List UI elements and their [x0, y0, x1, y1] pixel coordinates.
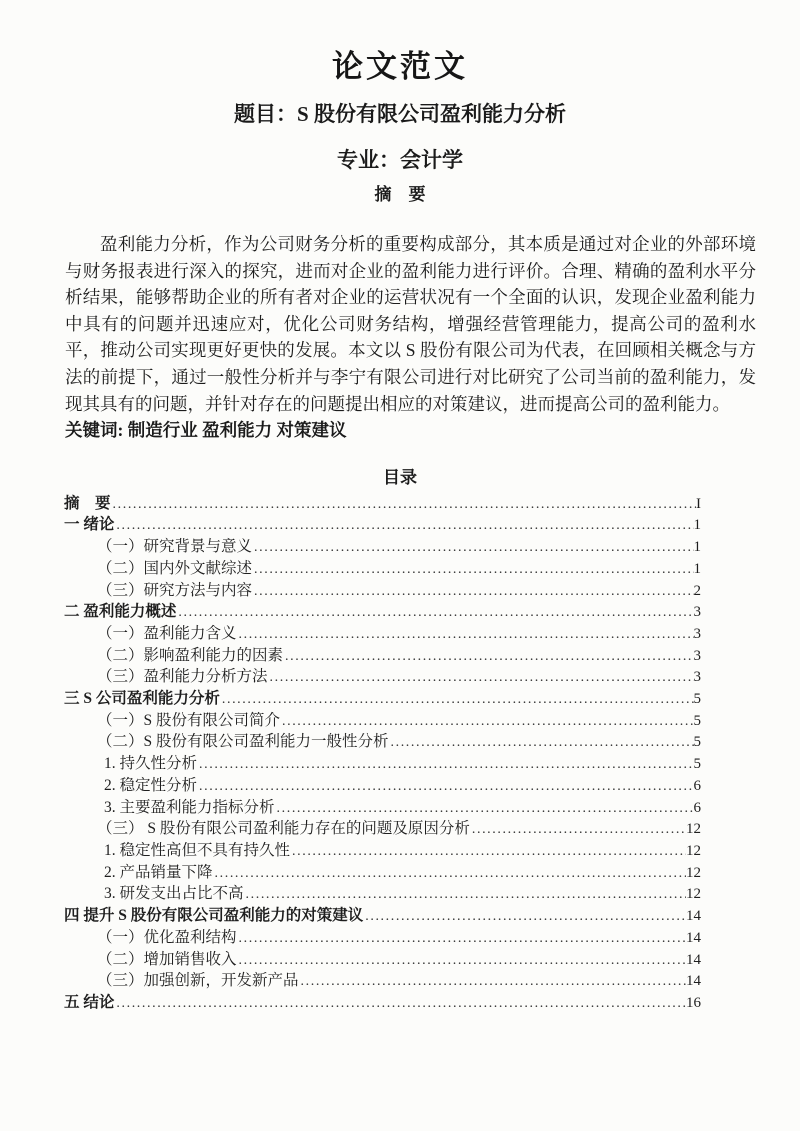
toc-entry-title: （二）国内外文献综述	[97, 559, 253, 577]
toc-entry-title: 摘 要	[64, 494, 111, 512]
toc-entry	[64, 581, 701, 603]
thesis-major-line: 专业：会计学	[337, 148, 463, 172]
toc-heading: 目录	[383, 467, 417, 487]
toc-entry-page: 2	[693, 582, 701, 599]
toc-entry-page: I	[696, 495, 701, 512]
toc-entry-page: 3	[693, 604, 701, 621]
toc-entry-page: 6	[693, 799, 701, 816]
toc-leader-dots	[176, 602, 693, 624]
toc-entry-title: （三）盈利能力分析方法	[97, 668, 268, 686]
toc-leader-dots	[114, 515, 693, 537]
toc-entry	[64, 906, 701, 928]
toc-entry	[64, 754, 701, 776]
toc-entry-page: 16	[686, 994, 701, 1011]
toc-leader-dots	[237, 928, 686, 950]
toc-entry-page: 5	[693, 734, 701, 751]
page-title: 论文范文	[332, 49, 468, 84]
abstract-heading: 摘 要	[374, 185, 426, 204]
toc-entry-title: 3. 主要盈利能力指标分析	[104, 798, 275, 816]
toc-leader-dots	[244, 884, 686, 906]
toc-entry-page: 14	[686, 929, 701, 946]
toc-entry-title: 五 结论	[64, 993, 115, 1011]
toc-entry-page: 6	[693, 777, 701, 794]
toc-leader-dots	[299, 971, 686, 993]
toc-entry-page: 12	[686, 864, 701, 881]
toc-entry	[64, 711, 701, 733]
toc-leader-dots	[268, 667, 694, 689]
abstract-paragraph: 盈利能力分析，作为公司财务分析的重要构成部分，其本质是通过对企业的外部环境与财务报表进行深入的探究，进而对企业的盈利能力进行评价。合理、精确的盈利水平分析结果，能够帮助企业的所有者对企业的运营状况有一个全面的认识，发现企业盈利能力中具有的问题并迅速应对，优化公司财务结构，增强经营管理能力，提高公司的盈利水平，推动公司实现更好更快的发展。本文以 S 股份有限公司为代表，在回顾相关概念与方法的前提下，通过一般性分析并与李宁有限公司进行对比研究了公司当前的盈利能力，发现其具有的问题，并针对存在的问题提出相应的对策建议，进而提高公司的盈利能力。	[65, 234, 756, 414]
toc-entry	[64, 602, 701, 624]
toc-entry-title: 3. 研发支出占比不高	[104, 885, 244, 903]
toc-entry	[64, 689, 701, 711]
toc-entry-title: 2. 稳定性分析	[104, 776, 198, 794]
toc-entry	[64, 624, 701, 646]
toc-list	[64, 494, 701, 1015]
toc-entry-page: 14	[686, 973, 701, 990]
toc-entry-title: （二）影响盈利能力的因素	[97, 646, 284, 664]
toc-entry-title: 1. 稳定性高但不具有持久性	[104, 842, 291, 859]
toc-leader-dots	[389, 732, 694, 754]
toc-leader-dots	[213, 863, 686, 885]
toc-leader-dots	[252, 559, 693, 581]
toc-entry-page: 12	[686, 821, 701, 838]
toc-entry-page: 12	[686, 843, 701, 859]
toc-entry-title: （三）研究方法与内容	[97, 581, 253, 599]
toc-entry-title: （三）加强创新，开发新产品	[97, 972, 299, 990]
toc-entry	[64, 776, 701, 798]
toc-leader-dots	[197, 754, 693, 776]
toc-entry	[64, 798, 701, 820]
toc-entry	[64, 971, 701, 993]
toc-entry-title: （三） S 股份有限公司盈利能力存在的问题及原因分析	[97, 820, 470, 838]
toc-entry-page: 14	[686, 951, 701, 968]
toc-leader-dots	[280, 711, 694, 733]
toc-leader-dots	[252, 581, 693, 603]
toc-leader-dots	[237, 624, 694, 646]
toc-entry	[64, 515, 701, 537]
toc-entry-title: 三 S 公司盈利能力分析	[64, 690, 220, 708]
toc-leader-dots	[363, 906, 686, 928]
toc-leader-dots	[220, 689, 694, 711]
toc-entry-page: 1	[693, 560, 701, 577]
toc-entry-title: （一）S 股份有限公司简介	[97, 711, 280, 729]
toc-entry	[64, 494, 701, 516]
toc-entry	[64, 884, 701, 906]
toc-leader-dots	[237, 950, 686, 972]
toc-entry-title: （二）S 股份有限公司盈利能力一般性分析	[97, 733, 389, 751]
toc-entry-title: （二）增加销售收入	[97, 950, 237, 968]
keywords-line: 关键词: 制造行业 盈利能力 对策建议	[65, 420, 347, 441]
toc-entry	[64, 950, 701, 972]
toc-entry-page: 14	[686, 908, 701, 925]
toc-entry-page: 3	[693, 647, 701, 664]
toc-entry-page: 12	[686, 886, 701, 903]
toc-entry	[64, 732, 701, 754]
toc-entry-title: 2. 产品销量下降	[104, 863, 213, 881]
toc-leader-dots	[290, 841, 686, 863]
toc-entry	[64, 993, 701, 1015]
toc-entry-page: 3	[693, 669, 701, 686]
toc-entry	[64, 863, 701, 885]
toc-leader-dots	[252, 537, 693, 559]
toc-entry-title: 二 盈利能力概述	[64, 603, 177, 621]
toc-entry-page: 3	[693, 625, 701, 642]
toc-entry-page: 5	[693, 756, 701, 773]
toc-leader-dots	[283, 646, 693, 668]
toc-entry-page: 5	[693, 712, 701, 729]
toc-entry-title: 四 提升 S 股份有限公司盈利能力的对策建议	[64, 907, 364, 925]
thesis-topic-line: 题目：S 股份有限公司盈利能力分析	[234, 102, 566, 126]
toc-entry-page: 1	[693, 517, 701, 534]
toc-entry	[64, 841, 701, 863]
toc-leader-dots	[470, 819, 686, 841]
toc-leader-dots	[111, 494, 696, 516]
toc-leader-dots	[197, 776, 693, 798]
toc-entry	[64, 819, 701, 841]
toc-entry	[64, 559, 701, 581]
toc-entry	[64, 537, 701, 559]
toc-entry-page: 5	[693, 691, 701, 708]
toc-leader-dots	[275, 798, 694, 820]
toc-entry	[64, 928, 701, 950]
toc-entry-title: （一）优化盈利结构	[97, 928, 237, 946]
toc-entry-title: （一）研究背景与意义	[97, 538, 253, 556]
toc-entry	[64, 667, 701, 689]
toc-entry-page: 1	[693, 539, 701, 556]
toc-entry-title: 1. 持久性分析	[104, 755, 198, 773]
toc-entry-title: （一）盈利能力含义	[97, 624, 237, 642]
toc-leader-dots	[114, 993, 686, 1015]
toc-entry	[64, 646, 701, 668]
toc-entry-title: 一 绪论	[64, 516, 115, 534]
